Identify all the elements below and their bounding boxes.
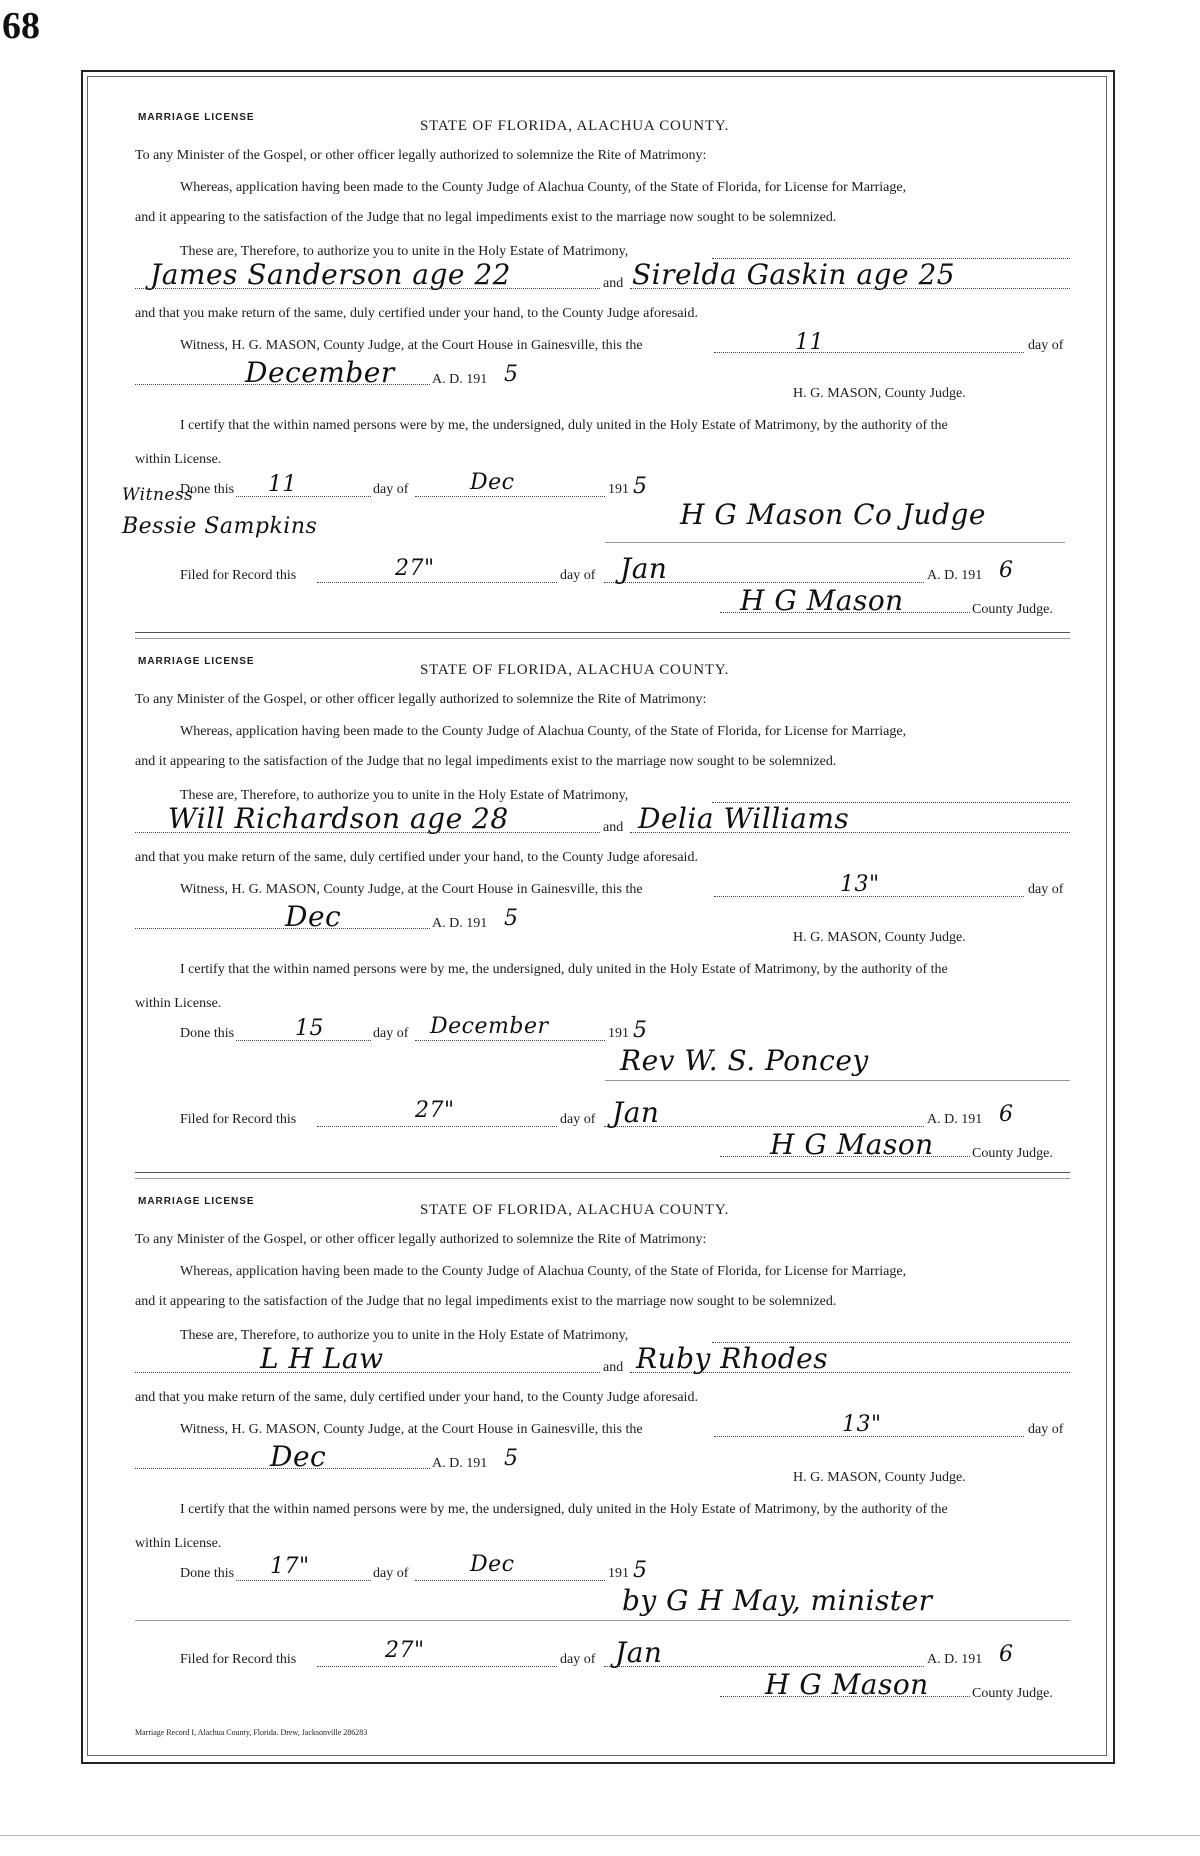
bride-name: Sirelda Gaskin age 25 [632, 258, 956, 291]
groom-name: Will Richardson age 28 [168, 802, 509, 835]
witness-year: 5 [504, 1446, 519, 1471]
filed-day-of-label: day of [560, 1652, 596, 1667]
judge-signature-print: H. G. MASON, County Judge. [793, 1470, 966, 1485]
witness-line: Witness, H. G. MASON, County Judge, at the Court House in Gainesville, this the [180, 1422, 643, 1437]
these-are-line: These are, Therefore, to authorize you to unite in the Holy Estate of Matrimony, [180, 788, 629, 803]
done-day-of-label: day of [373, 482, 409, 497]
done-day: 17" [270, 1554, 310, 1579]
license-heading: MARRIAGE LICENSE [138, 656, 255, 667]
to-any-line: To any Minister of the Gospel, or other officer legally authorized to solemnize the Rite of Matrimony: [135, 692, 707, 707]
license-heading: MARRIAGE LICENSE [138, 112, 255, 123]
filed-signature: H G Mason [740, 584, 904, 617]
done-day-of-label: day of [373, 1026, 409, 1041]
license-separator [135, 1172, 1070, 1173]
filed-day: 27" [395, 556, 435, 581]
filed-month: Jan [620, 552, 668, 585]
done-day: 15 [295, 1016, 324, 1041]
witness-month: December [245, 356, 395, 389]
witness-year: 5 [504, 362, 519, 387]
footer-note: Marriage Record I, Alachua County, Florida. Drew, Jacksonville 286283 [135, 1728, 368, 1737]
whereas-line-2: and it appearing to the satisfaction of the Judge that no legal impediments exist to the marriage now sought to be solemnized. [135, 754, 837, 769]
return-line: and that you make return of the same, duly certified under your hand, to the County Judge aforesaid. [135, 306, 698, 321]
county-judge-label: County Judge. [972, 1146, 1053, 1161]
ad-label: A. D. 191 [432, 372, 488, 387]
done-month: Dec [470, 470, 515, 495]
day-of-label: day of [1028, 1422, 1064, 1437]
whereas-line-1: Whereas, application having been made to the County Judge of Alachua County, of the State of Florida, for License for Marriage, [180, 180, 907, 195]
certify-line-2: within License. [135, 1536, 222, 1551]
witness-name: Bessie Sampkins [122, 514, 318, 539]
done-this-label: Done this [180, 1566, 235, 1581]
to-any-line: To any Minister of the Gospel, or other officer legally authorized to solemnize the Rite of Matrimony: [135, 148, 707, 163]
county-judge-label: County Judge. [972, 602, 1053, 617]
witness-line: Witness, H. G. MASON, County Judge, at the Court House in Gainesville, this the [180, 882, 643, 897]
day-of-label: day of [1028, 882, 1064, 897]
and-label: and [603, 820, 624, 835]
officiant-signature: by G H May, minister [622, 1584, 933, 1617]
filed-year: 6 [999, 558, 1014, 583]
judge-signature-print: H. G. MASON, County Judge. [793, 930, 966, 945]
state-title: STATE OF FLORIDA, ALACHUA COUNTY. [420, 662, 730, 678]
and-label: and [603, 276, 624, 291]
filed-year: 6 [999, 1102, 1014, 1127]
filed-label: Filed for Record this [180, 1652, 297, 1667]
done-day-of-label: day of [373, 1566, 409, 1581]
judge-signature-print: H. G. MASON, County Judge. [793, 386, 966, 401]
filed-month: Jan [612, 1096, 660, 1129]
groom-name: L H Law [260, 1342, 384, 1375]
ad-label: A. D. 191 [432, 916, 488, 931]
license-1 [0, 108, 1200, 648]
certify-line-1: I certify that the within named persons were by me, the undersigned, duly united in the Holy Estate of Matrimony, by the authority of the [180, 962, 948, 977]
done-month: December [430, 1014, 549, 1039]
license-heading: MARRIAGE LICENSE [138, 1196, 255, 1207]
witness-day: 11 [795, 330, 824, 355]
whereas-line-2: and it appearing to the satisfaction of the Judge that no legal impediments exist to the marriage now sought to be solemnized. [135, 210, 837, 225]
done-year-label: 191 [608, 482, 629, 497]
bride-name: Ruby Rhodes [636, 1342, 829, 1375]
return-line: and that you make return of the same, duly certified under your hand, to the County Judge aforesaid. [135, 1390, 698, 1405]
certify-line-1: I certify that the within named persons were by me, the undersigned, duly united in the Holy Estate of Matrimony, by the authority of the [180, 1502, 948, 1517]
groom-name: James Sanderson age 22 [150, 258, 511, 291]
whereas-line-1: Whereas, application having been made to the County Judge of Alachua County, of the State of Florida, for License for Marriage, [180, 724, 907, 739]
witness-month: Dec [270, 1440, 327, 1473]
scan-edge [0, 1835, 1200, 1836]
done-year-label: 191 [608, 1566, 629, 1581]
filed-day-of-label: day of [560, 568, 596, 583]
filed-ad-label: A. D. 191 [927, 1652, 983, 1667]
license-3 [0, 1192, 1200, 1732]
day-of-label: day of [1028, 338, 1064, 353]
whereas-line-1: Whereas, application having been made to the County Judge of Alachua County, of the State of Florida, for License for Marriage, [180, 1264, 907, 1279]
certify-line-2: within License. [135, 996, 222, 1011]
done-year-label: 191 [608, 1026, 629, 1041]
filed-signature: H G Mason [765, 1668, 929, 1701]
witness-day: 13" [840, 872, 880, 897]
done-year: 5 [633, 474, 648, 499]
return-line: and that you make return of the same, duly certified under your hand, to the County Judge aforesaid. [135, 850, 698, 865]
certify-line-2: within License. [135, 452, 222, 467]
witness-line: Witness, H. G. MASON, County Judge, at the Court House in Gainesville, this the [180, 338, 643, 353]
filed-day: 27" [385, 1638, 425, 1663]
license-separator [135, 632, 1070, 633]
done-this-label: Done this [180, 1026, 235, 1041]
done-year: 5 [633, 1558, 648, 1583]
done-this-label: Done this [180, 482, 235, 497]
filed-ad-label: A. D. 191 [927, 1112, 983, 1127]
filed-label: Filed for Record this [180, 1112, 297, 1127]
filed-ad-label: A. D. 191 [927, 568, 983, 583]
filed-day-of-label: day of [560, 1112, 596, 1127]
done-year: 5 [633, 1018, 648, 1043]
witness-month: Dec [285, 900, 342, 933]
and-label: and [603, 1360, 624, 1375]
witness-year: 5 [504, 906, 519, 931]
state-title: STATE OF FLORIDA, ALACHUA COUNTY. [420, 118, 730, 134]
officiant-signature: Rev W. S. Poncey [620, 1044, 869, 1077]
bride-name: Delia Williams [638, 802, 850, 835]
these-are-line: These are, Therefore, to authorize you to unite in the Holy Estate of Matrimony, [180, 1328, 629, 1343]
filed-year: 6 [999, 1642, 1014, 1667]
certify-line-1: I certify that the within named persons were by me, the undersigned, duly united in the Holy Estate of Matrimony, by the authority of the [180, 418, 948, 433]
ad-label: A. D. 191 [432, 1456, 488, 1471]
filed-day: 27" [415, 1098, 455, 1123]
to-any-line: To any Minister of the Gospel, or other officer legally authorized to solemnize the Rite of Matrimony: [135, 1232, 707, 1247]
witness-label: Witness [122, 485, 194, 505]
witness-day: 13" [842, 1412, 882, 1437]
whereas-line-2: and it appearing to the satisfaction of the Judge that no legal impediments exist to the marriage now sought to be solemnized. [135, 1294, 837, 1309]
done-month: Dec [470, 1552, 515, 1577]
filed-label: Filed for Record this [180, 568, 297, 583]
license-2 [0, 652, 1200, 1192]
filed-month: Jan [615, 1636, 663, 1669]
filed-signature: H G Mason [770, 1128, 934, 1161]
done-day: 11 [268, 472, 297, 497]
state-title: STATE OF FLORIDA, ALACHUA COUNTY. [420, 1202, 730, 1218]
these-are-line: These are, Therefore, to authorize you to unite in the Holy Estate of Matrimony, [180, 244, 629, 259]
county-judge-label: County Judge. [972, 1686, 1053, 1701]
page-number: 68 [2, 5, 40, 47]
officiant-signature: H G Mason Co Judge [680, 498, 986, 531]
